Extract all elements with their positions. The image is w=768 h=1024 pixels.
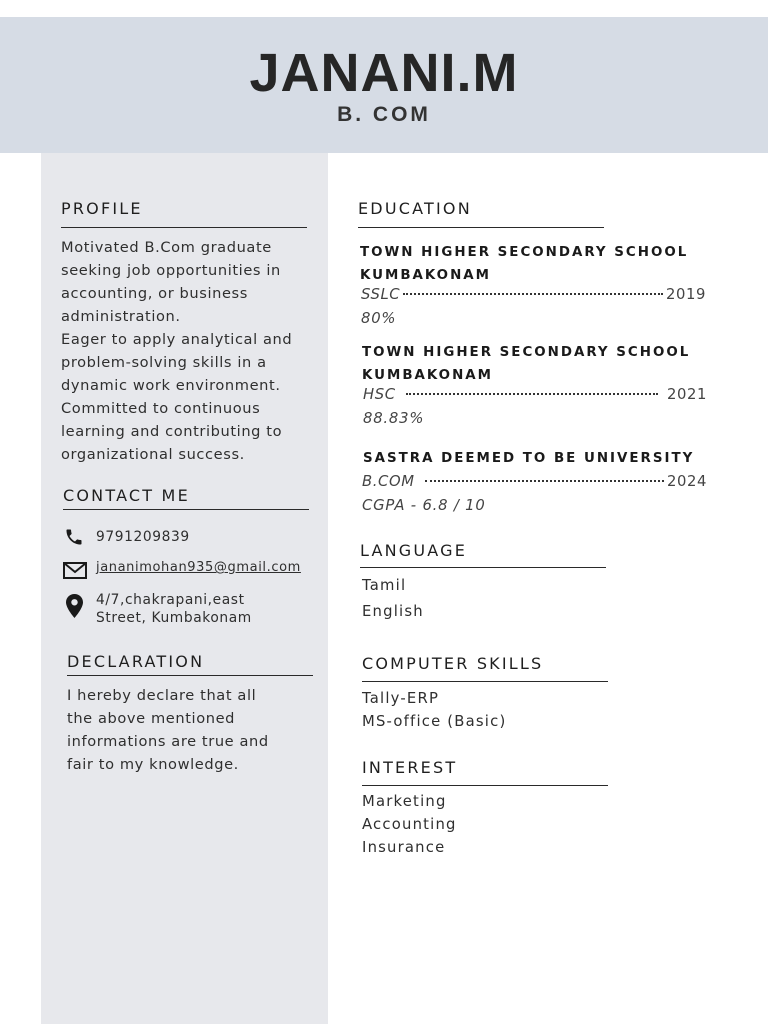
education-year: 2019 <box>665 286 706 303</box>
profile-text <box>61 236 292 466</box>
skill-item: Tally-ERP <box>362 690 440 707</box>
profile-line: problem-solving skills in a <box>61 354 267 371</box>
contact-title: CONTACT ME <box>63 486 190 505</box>
contact-rule <box>63 509 309 510</box>
profile-line: administration. <box>61 308 181 325</box>
language-rule <box>360 567 606 568</box>
education-title: EDUCATION <box>358 199 472 218</box>
phone-icon <box>64 527 84 547</box>
profile-line: Eager to apply analytical and <box>61 331 293 348</box>
education-score: 80% <box>361 310 397 327</box>
education-year: 2024 <box>666 473 707 490</box>
dotted-leader <box>406 393 658 395</box>
computer-skills-rule <box>362 681 608 682</box>
interest-item: Accounting <box>362 816 457 833</box>
mail-icon <box>63 562 87 579</box>
interest-item: Insurance <box>362 839 446 856</box>
computer-skills-list <box>362 687 506 733</box>
education-level: B.COM <box>362 473 415 490</box>
profile-line: seeking job opportunities in <box>61 262 281 279</box>
location-pin-icon <box>66 594 83 618</box>
skill-item: MS-office (Basic) <box>362 713 507 730</box>
interest-rule <box>362 785 608 786</box>
education-score: CGPA - 6.8 / 10 <box>362 497 486 514</box>
profile-rule <box>61 227 307 228</box>
declaration-text <box>67 684 269 776</box>
education-year: 2021 <box>666 386 707 403</box>
education-level: HSC <box>363 386 396 403</box>
profile-line: Committed to continuous <box>61 400 261 417</box>
declaration-line: fair to my knowledge. <box>67 756 239 773</box>
declaration-line: informations are true and <box>67 733 269 750</box>
candidate-degree: B. COM <box>337 103 431 126</box>
school-name: TOWN HIGHER SECONDARY SCHOOL <box>362 345 691 360</box>
profile-line: accounting, or business <box>61 285 248 302</box>
school-name: SASTRA DEEMED TO BE UNIVERSITY <box>363 451 695 466</box>
education-rule <box>358 227 604 228</box>
candidate-name: JANANI.M <box>249 43 519 103</box>
language-title: LANGUAGE <box>360 541 468 560</box>
education-school <box>363 447 694 470</box>
education-school <box>362 341 690 387</box>
email-address[interactable] <box>96 559 301 577</box>
education-level-row <box>361 286 706 306</box>
profile-line: learning and contributing to <box>61 423 283 440</box>
address <box>96 591 252 627</box>
interest-title: INTEREST <box>362 758 458 777</box>
interest-item: Marketing <box>362 793 447 810</box>
email-link[interactable]: jananimohan935@gmail.com <box>96 560 301 575</box>
declaration-rule <box>67 675 313 676</box>
dotted-leader <box>403 293 663 295</box>
education-level: SSLC <box>361 286 401 303</box>
dotted-leader <box>425 480 664 482</box>
language-item: English <box>362 603 424 620</box>
education-level-row <box>363 386 707 406</box>
profile-line: Motivated B.Com graduate <box>61 239 272 256</box>
address-line: Street, Kumbakonam <box>96 610 252 626</box>
school-city: KUMBAKONAM <box>360 268 491 283</box>
phone-number: 9791209839 <box>96 529 190 545</box>
education-level-row <box>362 473 707 493</box>
address-line: 4/7,chakrapani,east <box>96 592 245 608</box>
language-list <box>362 573 424 625</box>
profile-line: organizational success. <box>61 446 245 463</box>
profile-title: PROFILE <box>61 199 143 218</box>
declaration-title: DECLARATION <box>67 652 205 671</box>
language-item: Tamil <box>362 577 407 594</box>
education-school <box>360 241 688 287</box>
school-city: KUMBAKONAM <box>362 368 493 383</box>
school-name: TOWN HIGHER SECONDARY SCHOOL <box>360 245 689 260</box>
education-score: 88.83% <box>363 410 425 427</box>
interest-list <box>362 790 457 859</box>
declaration-line: I hereby declare that all <box>67 687 257 704</box>
declaration-line: the above mentioned <box>67 710 236 727</box>
profile-line: dynamic work environment. <box>61 377 281 394</box>
computer-skills-title: COMPUTER SKILLS <box>362 654 544 673</box>
